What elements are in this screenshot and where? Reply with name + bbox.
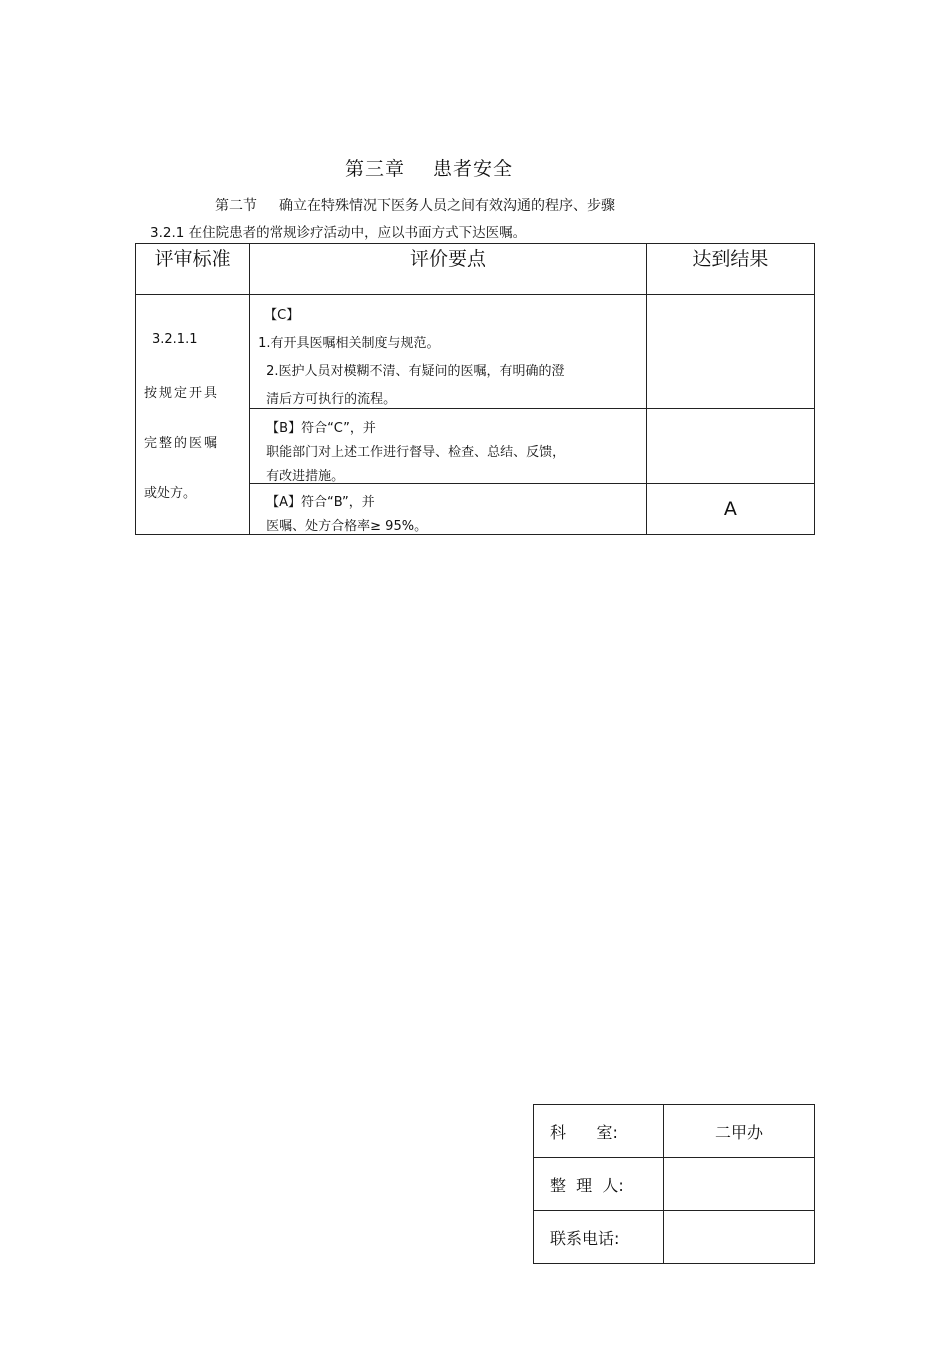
header-result: 达到结果 xyxy=(646,244,814,295)
phone-value xyxy=(664,1211,815,1264)
level-label: 【B】符合“C”，并 xyxy=(266,421,376,436)
standard-line: 完整的医嘱 xyxy=(144,436,220,451)
section-number: 第二节 xyxy=(215,198,257,214)
point-line: 职能部门对上述工作进行督导、检查、总结、反馈， xyxy=(266,445,566,460)
phone-label: 联系电话: xyxy=(534,1211,664,1264)
department-label: 科 室: xyxy=(534,1105,664,1158)
standard-line: 或处方。 xyxy=(144,486,197,501)
info-row xyxy=(534,1105,815,1158)
info-row xyxy=(534,1211,815,1264)
contact-info-table xyxy=(533,1104,815,1264)
header-standard: 评审标准 xyxy=(136,244,250,295)
standard-cell xyxy=(136,295,250,535)
level-a-points xyxy=(250,484,647,535)
organizer-value xyxy=(664,1158,815,1211)
organizer-label: 整 理 人: xyxy=(534,1158,664,1211)
point-line: 医嘱、处方合格率≥ 95%。 xyxy=(266,519,428,534)
table-header-row xyxy=(136,244,815,295)
standard-line: 按规定开具 xyxy=(144,386,220,401)
standard-code: 3.2.1.1 xyxy=(152,332,198,347)
point-line: 清后方可执行的流程。 xyxy=(266,392,397,407)
table-row xyxy=(136,295,815,409)
section-title: 确立在特殊情况下医务人员之间有效沟通的程序、步骤 xyxy=(279,198,615,214)
point-line: 有改进措施。 xyxy=(266,469,345,484)
level-b-points xyxy=(250,409,647,484)
level-b-result xyxy=(646,409,814,484)
header-points: 评价要点 xyxy=(250,244,647,295)
level-label: 【C】 xyxy=(264,308,300,323)
level-a-result: A xyxy=(646,484,814,535)
level-c-result xyxy=(646,295,814,409)
chapter-title: 患者安全 xyxy=(433,158,514,180)
clause-text: 3.2.1 在住院患者的常规诊疗活动中，应以书面方式下达医嘱。 xyxy=(150,225,527,241)
section-heading xyxy=(215,195,615,215)
department-value: 二甲办 xyxy=(664,1105,815,1158)
chapter-heading xyxy=(345,154,513,181)
level-label: 【A】符合“B”，并 xyxy=(266,495,375,510)
point-line: 2.医护人员对模糊不清、有疑问的医嘱，有明确的澄 xyxy=(266,364,565,379)
level-c-points xyxy=(250,295,647,409)
info-row xyxy=(534,1158,815,1211)
point-line: 1.有开具医嘱相关制度与规范。 xyxy=(258,336,440,351)
review-table xyxy=(135,243,815,535)
chapter-number: 第三章 xyxy=(345,158,406,180)
